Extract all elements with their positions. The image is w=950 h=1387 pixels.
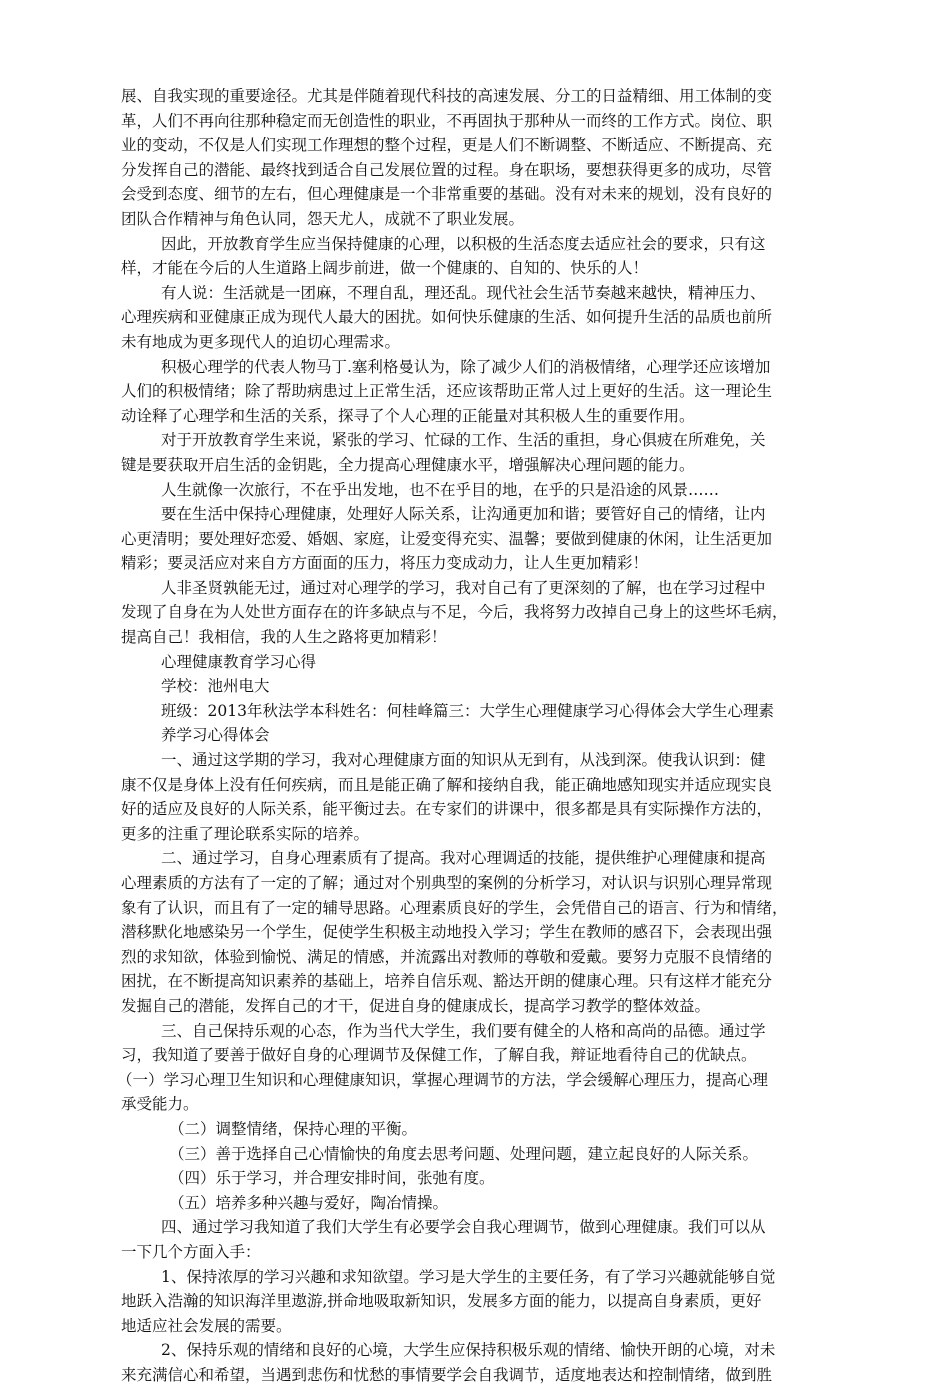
text-line: 来充满信心和希望，当遇到悲伤和忧愁的事情要学会自我调节，适度地表达和控制情绪，做到胜 (121, 1365, 773, 1384)
text-line: 地适应社会发展的需要。 (121, 1316, 292, 1335)
text-line: （五）培养多种兴趣与爱好，陶冶情操。 (169, 1193, 449, 1212)
text-line: （三）善于选择自己心情愉快的角度去思考问题、处理问题，建立起良好的人际关系。 (169, 1144, 759, 1163)
text-line: 康不仅是身体上没有任何疾病，而且是能正确了解和接纳自我，能正确地感知现实并适应现实良 (121, 775, 773, 794)
text-line: 心更清明；要处理好恋爱、婚姻、家庭，让爱变得充实、温馨；要做到健康的休闲，让生活更加 (121, 529, 773, 548)
text-line: 因此，开放教育学生应当保持健康的心理，以积极的生活态度去适应社会的要求，只有这 (161, 234, 766, 253)
text-line: 展、自我实现的重要途径。尤其是伴随着现代科技的高速发展、分工的日益精细、用工体制的变 (121, 87, 773, 105)
text-line: 养学习心得体会 (161, 726, 270, 745)
text-line: 象有了认识，而且有了一定的辅导思路。心理素质良好的学生，会凭借自己的语言、行为和情绪， (121, 898, 788, 917)
text-line: 一、通过这学期的学习，我对心理健康方面的知识从无到有，从浅到深。使我认识到：健 (161, 751, 766, 770)
text-line: 四、通过学习我知道了我们大学生有必要学会自我心理调节，做到心理健康。我们可以从 (161, 1218, 766, 1237)
text-line: 地跃入浩瀚的知识海洋里遨游,拼命地吸取新知识，发展多方面的能力，以提高自身素质，更好 (121, 1292, 762, 1311)
text-line: 业的变动，不仅是人们实现工作理想的整个过程，更是人们不断调整、不断适应、不断提高、充 (121, 136, 773, 155)
text-line: 键是要获取开启生活的金钥匙，全力提高心理健康水平，增强解决心理问题的能力。 (121, 455, 695, 474)
text-line: 一下几个方面入手： (121, 1242, 261, 1261)
text-line: 更多的注重了理论联系实际的培养。 (121, 824, 370, 843)
text-line: 精彩；要灵活应对来自方方面面的压力，将压力变成动力，让人生更加精彩！ (121, 554, 649, 573)
text-line: 未有地成为更多现代人的迫切心理需求。 (121, 332, 401, 351)
text-line: （一）学习心理卫生知识和心理健康知识，掌握心理调节的方法，学会缓解心理压力，提高心理 (117, 1070, 769, 1089)
text-line: 心理疾病和亚健康正成为现代人最大的困扰。如何快乐健康的生活、如何提升生活的品质也前所 (121, 308, 773, 327)
text-line: 习，我知道了要善于做好自身的心理调节及保健工作，了解自我，辩证地看待自己的优缺点。 (121, 1046, 757, 1065)
text-line: 积极心理学的代表人物马丁.塞利格曼认为，除了减少人们的消极情绪，心理学还应该增加 (161, 357, 771, 376)
text-line: 团队合作精神与角色认同，怨天尤人，成就不了职业发展。 (121, 209, 525, 228)
text-line: 人们的积极情绪；除了帮助病患过上正常生活，还应该帮助正常人过上更好的生活。这一理论生 (121, 382, 773, 401)
text-line: 承受能力。 (121, 1095, 199, 1114)
text-line: 样，才能在今后的人生道路上阔步前进，做一个健康的、自知的、快乐的人！ (121, 259, 649, 278)
text-line: 有人说：生活就是一团麻，不理自乱，理还乱。现代社会生活节奏越来越快，精神压力、 (161, 283, 766, 302)
text-line: 提高自己！我相信，我的人生之路将更加精彩！ (121, 628, 447, 647)
text-line: 会受到态度、细节的左右，但心理健康是一个非常重要的基础。没有对未来的规划，没有良好的 (121, 185, 773, 204)
text-line: （二）调整情绪，保持心理的平衡。 (169, 1119, 418, 1138)
text-line: 人非圣贤孰能无过，通过对心理学的学习，我对自己有了更深刻的了解，也在学习过程中 (161, 578, 766, 597)
text-line: 心理素质的方法有了一定的了解；通过对个别典型的案例的分析学习，对认识与识别心理异常现 (121, 874, 773, 892)
text-line: 班级：2013年秋法学本科姓名：何桂峰篇三：大学生心理健康学习心得体会大学生心理素 (161, 701, 774, 720)
text-line: 学校：池州电大 (161, 677, 270, 696)
text-line: 烈的求知欲，体验到愉悦、满足的情感，并流露出对教师的尊敬和爱戴。要努力克服不良情绪的 (121, 947, 773, 966)
text-line: 对于开放教育学生来说，紧张的学习、忙碌的工作、生活的重担，身心俱疲在所难免，关 (161, 431, 766, 450)
text-line: 心理健康教育学习心得 (161, 652, 317, 671)
text-line: 人生就像一次旅行，不在乎出发地，也不在乎目的地，在乎的只是沿途的风景…… (161, 480, 720, 499)
text-line: 好的适应及良好的人际关系，能平衡过去。在专家们的讲课中，很多都是具有实际操作方法的， (121, 800, 773, 819)
text-line: 动诠释了心理学和生活的关系，探寻了个人心理的正能量对其积极人生的重要作用。 (121, 406, 695, 425)
text-line: （四）乐于学习，并合理安排时间，张弛有度。 (169, 1169, 495, 1188)
text-line: 1、保持浓厚的学习兴趣和求知欲望。学习是大学生的主要任务，有了学习兴趣就能够自觉 (161, 1267, 776, 1286)
text-line: 潜移默化地感染另一个学生，促使学生积极主动地投入学习；学生在教师的感召下，会表现出强 (121, 923, 773, 942)
text-line: 困扰，在不断提高知识素养的基础上，培养自信乐观、豁达开朗的健康心理。只有这样才能充分 (121, 972, 773, 991)
text-line: 要在生活中保持心理健康，处理好人际关系，让沟通更加和谐；要管好自己的情绪，让内 (161, 505, 766, 524)
text-line: 发掘自己的潜能，发挥自己的才干，促进自身的健康成长，提高学习教学的整体效益。 (121, 996, 711, 1015)
document-body (117, 84, 841, 1387)
text-line: 革，人们不再向往那种稳定而无创造性的职业，不再固执于那种从一而终的工作方式。岗位、职 (121, 111, 773, 130)
text-line: 二、通过学习，自身心理素质有了提高。我对心理调适的技能，提供维护心理健康和提高 (161, 849, 766, 868)
text-line: 三、自己保持乐观的心态，作为当代大学生，我们要有健全的人格和高尚的品德。通过学 (161, 1021, 766, 1040)
text-line: 2、保持乐观的情绪和良好的心境，大学生应保持积极乐观的情绪、愉快开朗的心境，对未 (161, 1341, 776, 1360)
text-line: 分发挥自己的潜能、最终找到适合自己发展位置的过程。身在职场，要想获得更多的成功，尽管 (121, 160, 773, 179)
text-line: 发现了自身在为人处世方面存在的许多缺点与不足，今后，我将努力改掉自己身上的这些坏毛病， (121, 603, 788, 622)
